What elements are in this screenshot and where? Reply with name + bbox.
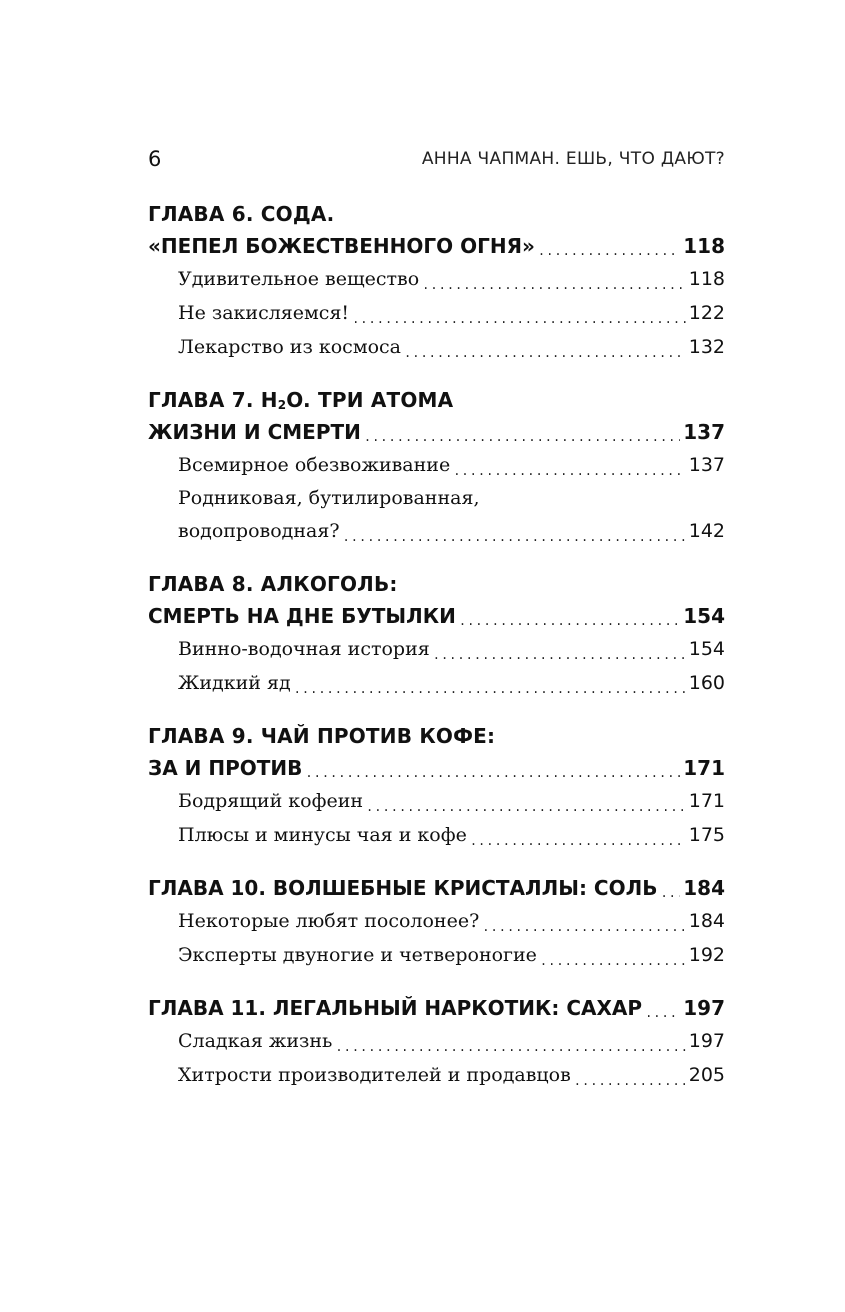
dot-leader xyxy=(433,644,686,666)
dot-leader xyxy=(470,830,686,852)
chapter-title: ГЛАВА 11. ЛЕГАЛЬНЫЙ НАРКОТИК: САХАР xyxy=(148,996,643,1020)
toc-chapter-9 xyxy=(148,720,725,852)
page-ref: 122 xyxy=(688,302,725,324)
page-ref: 118 xyxy=(688,268,725,290)
dot-leader xyxy=(404,342,686,364)
chapter-title: ГЛАВА 10. ВОЛШЕБНЫЕ КРИСТАЛЛЫ: СОЛЬ xyxy=(148,876,658,900)
section-title: Удивительное вещество xyxy=(178,268,420,290)
dot-leader xyxy=(343,526,686,548)
chapter-title-line: ГЛАВА 9. ЧАЙ ПРОТИВ КОФЕ: xyxy=(148,724,496,748)
dot-leader xyxy=(660,882,680,904)
chapter-entry[interactable] xyxy=(148,600,725,632)
table-of-contents xyxy=(148,198,725,1112)
page-ref: 137 xyxy=(688,454,725,476)
chapter-title-line: ГЛАВА 6. СОДА. xyxy=(148,202,335,226)
chapter-title-line xyxy=(148,384,725,416)
dot-leader xyxy=(305,762,680,784)
chapter-entry[interactable] xyxy=(148,992,725,1024)
page-ref: 142 xyxy=(688,520,725,542)
section-title: водопроводная? xyxy=(178,520,340,542)
page-ref: 171 xyxy=(688,790,725,812)
chapter-title: «ПЕПЕЛ БОЖЕСТВЕННОГО ОГНЯ» xyxy=(148,234,535,258)
page-ref: 160 xyxy=(688,672,725,694)
chapter-entry[interactable] xyxy=(148,752,725,784)
page-ref: 184 xyxy=(683,876,725,900)
dot-leader xyxy=(335,1036,685,1058)
subscript-digit: 2 xyxy=(277,397,287,412)
page-ref: 197 xyxy=(688,1030,725,1052)
page-ref: 205 xyxy=(688,1064,725,1086)
chapter-title-line: ГЛАВА 8. АЛКОГОЛЬ: xyxy=(148,572,398,596)
page-ref: 171 xyxy=(683,756,725,780)
section-title: Жидкий яд xyxy=(178,672,291,694)
toc-section-entry[interactable] xyxy=(148,296,725,330)
chapter-title: ЗА И ПРОТИВ xyxy=(148,756,303,780)
toc-section-entry[interactable] xyxy=(148,1024,725,1058)
dot-leader xyxy=(422,274,686,296)
toc-section-entry[interactable] xyxy=(148,666,725,700)
dot-leader xyxy=(453,460,686,482)
dot-leader xyxy=(574,1070,686,1092)
section-title: Бодрящий кофеин xyxy=(178,790,364,812)
toc-chapter-8 xyxy=(148,568,725,700)
dot-leader xyxy=(645,1002,680,1024)
dot-leader xyxy=(294,678,686,700)
section-title: Не закисляемся! xyxy=(178,302,350,324)
page-ref: 192 xyxy=(688,944,725,966)
dot-leader xyxy=(364,426,680,448)
page-ref: 197 xyxy=(683,996,725,1020)
page-ref: 154 xyxy=(688,638,725,660)
chapter-title-part: ГЛАВА 7. H xyxy=(148,388,278,412)
toc-section-entry[interactable] xyxy=(148,938,725,972)
page-ref: 137 xyxy=(683,420,725,444)
toc-chapter-10 xyxy=(148,872,725,972)
dot-leader xyxy=(538,240,680,262)
dot-leader xyxy=(482,916,685,938)
section-title: Плюсы и минусы чая и кофе xyxy=(178,824,467,846)
page-ref: 175 xyxy=(688,824,725,846)
chapter-title: ЖИЗНИ И СМЕРТИ xyxy=(148,420,361,444)
chapter-entry[interactable] xyxy=(148,416,725,448)
section-title: Лекарство из космоса xyxy=(178,336,401,358)
toc-section-entry[interactable] xyxy=(148,1058,725,1092)
page-ref: 118 xyxy=(683,234,725,258)
toc-chapter-6 xyxy=(148,198,725,364)
toc-chapter-7 xyxy=(148,384,725,548)
toc-section-entry[interactable] xyxy=(148,904,725,938)
chapter-entry[interactable] xyxy=(148,230,725,262)
section-title: Эксперты двуногие и четвероногие xyxy=(178,944,537,966)
page-number: 6 xyxy=(148,147,162,171)
section-title: Некоторые любят посолонее? xyxy=(178,910,480,932)
page-ref: 184 xyxy=(688,910,725,932)
chapter-entry[interactable] xyxy=(148,872,725,904)
dot-leader xyxy=(366,796,686,818)
page-ref: 132 xyxy=(688,336,725,358)
dot-leader xyxy=(352,308,686,330)
section-title: Хитрости производителей и продавцов xyxy=(178,1064,571,1086)
section-title: Винно-водочная история xyxy=(178,638,430,660)
dot-leader xyxy=(459,610,680,632)
toc-section-entry[interactable] xyxy=(148,262,725,296)
chapter-title-part: O. ТРИ АТОМА xyxy=(286,388,454,412)
toc-section-entry[interactable] xyxy=(148,514,725,548)
toc-chapter-11 xyxy=(148,992,725,1092)
section-title-line: Родниковая, бутилированная, xyxy=(178,487,480,509)
page-ref: 154 xyxy=(683,604,725,628)
chapter-title: СМЕРТЬ НА ДНЕ БУТЫЛКИ xyxy=(148,604,456,628)
running-head: АННА ЧАПМАН. ЕШЬ, ЧТО ДАЮТ? xyxy=(421,149,725,169)
toc-section-entry[interactable] xyxy=(148,330,725,364)
section-title: Всемирное обезвоживание xyxy=(178,454,451,476)
dot-leader xyxy=(540,950,686,972)
toc-section-entry[interactable] xyxy=(148,632,725,666)
toc-section-entry[interactable] xyxy=(148,448,725,482)
toc-section-entry[interactable] xyxy=(148,818,725,852)
section-title: Сладкая жизнь xyxy=(178,1030,333,1052)
toc-section-entry[interactable] xyxy=(148,784,725,818)
